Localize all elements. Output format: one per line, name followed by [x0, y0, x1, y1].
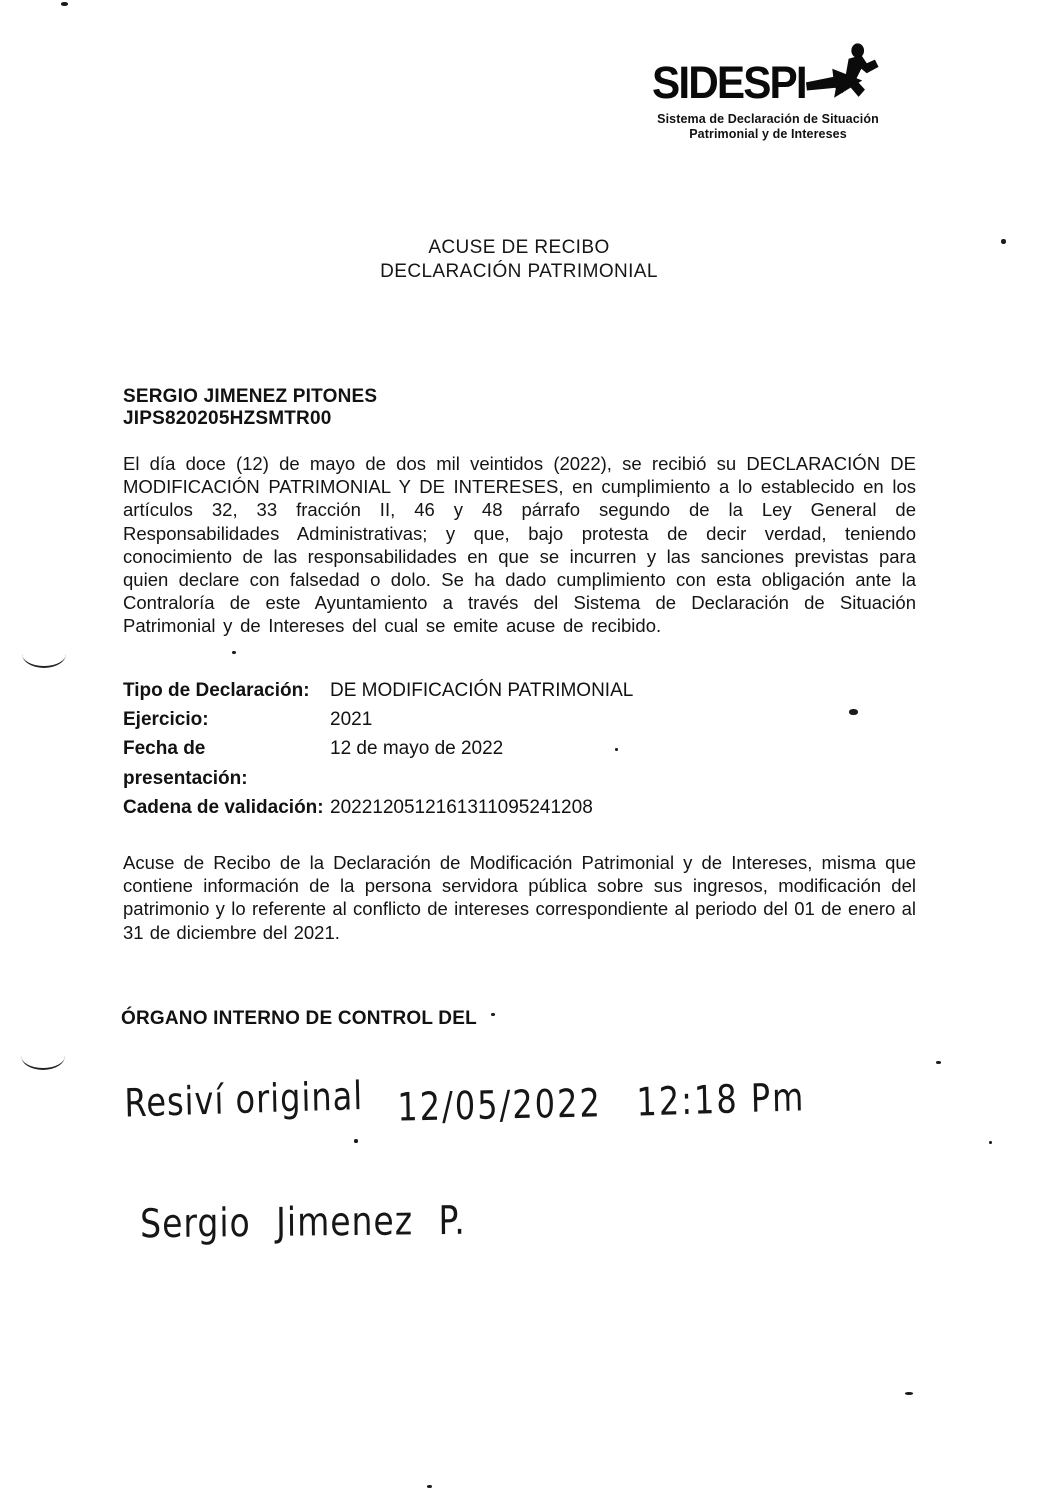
detail-row-fecha — [123, 734, 633, 792]
declarant-id: JIPS820205HZSMTR00 — [123, 408, 332, 429]
handwritten-date: 12/05/2022 — [397, 1079, 603, 1131]
detail-label: Fecha de presentación: — [123, 738, 248, 789]
detail-value: 2021 — [330, 709, 373, 731]
declaration-details — [123, 676, 633, 822]
scan-speck — [427, 1485, 432, 1488]
scan-speck — [905, 1392, 913, 1395]
scan-speck — [354, 1139, 358, 1143]
logo-wordmark: SIDESPI — [652, 57, 806, 108]
detail-label: Tipo de Declaración: — [123, 680, 310, 701]
scan-speck — [989, 1141, 992, 1144]
office-heading: ÓRGANO INTERNO DE CONTROL DEL — [121, 1008, 477, 1029]
scan-mark-arc — [22, 640, 66, 668]
scan-speck — [491, 1013, 495, 1016]
receipt-body-paragraph: El día doce (12) de mayo de dos mil veintidos (2022), se recibió su DECLARACIÓN DE MODIFICACIÓN PATRIMONIAL Y DE INTERESES, en cumplimiento a lo establecido en los artículos 32, 33 fracción II, 46 y 48 párrafo segundo de la Ley General de Responsabilidades Administrativas; y que, bajo protesta de decir verdad, teniendo conocimiento de las responsabilidades en que se incurren y las sanciones previstas para quien declare con falsedad o dolo. Se ha dado cumplimiento con esta obligación ante la Contraloría de este Ayuntamiento a través del Sistema de Declaración de Situación Patrimonial y de Intereses del cual se emite acuse de recibido. — [123, 453, 916, 637]
arrow-figure-icon — [806, 40, 884, 112]
scan-mark-arc — [21, 1042, 65, 1070]
logo-tagline-line1: Sistema de Declaración de Situación — [657, 112, 879, 126]
logo-tagline-line2: Patrimonial y de Intereses — [689, 127, 847, 141]
declarant-block — [123, 386, 377, 430]
title-line-acuse: ACUSE DE RECIBO — [428, 237, 610, 258]
handwritten-time: 12:18 Pm — [636, 1073, 806, 1126]
document-title — [0, 236, 1038, 284]
scan-speck — [61, 2, 68, 6]
scan-speck — [936, 1061, 941, 1064]
detail-value: 2022120512161311095241208 — [330, 796, 593, 818]
handwritten-signature: Sergio Jimenez P. — [140, 1196, 466, 1247]
detail-label: Cadena de validación: — [123, 796, 324, 818]
scan-speck — [615, 748, 618, 751]
logo-row — [644, 54, 892, 112]
detail-label: Ejercicio: — [123, 709, 209, 731]
sidespi-logo — [644, 54, 892, 142]
title-line-declaracion: DECLARACIÓN PATRIMONIAL — [380, 261, 658, 282]
detail-row-tipo — [123, 676, 633, 705]
scan-speck — [849, 709, 858, 715]
scan-speck — [1001, 239, 1006, 244]
declarant-name: SERGIO JIMENEZ PITONES — [123, 386, 378, 407]
handwritten-received-note: Resiví original — [124, 1072, 364, 1127]
summary-paragraph: Acuse de Recibo de la Declaración de Modificación Patrimonial y de Intereses, misma que contiene información de la persona servidora pública sobre sus ingresos, modificación del patrimonio y lo referente al conflicto de intereses correspondiente al periodo del 01 de enero al 31 de diciembre del 2021. — [123, 852, 916, 943]
detail-value: 12 de mayo de 2022 — [330, 738, 504, 760]
scan-speck — [232, 651, 236, 654]
detail-value: DE MODIFICACIÓN PATRIMONIAL — [330, 680, 634, 701]
detail-row-cadena — [123, 793, 633, 822]
detail-row-ejercicio — [123, 705, 633, 734]
